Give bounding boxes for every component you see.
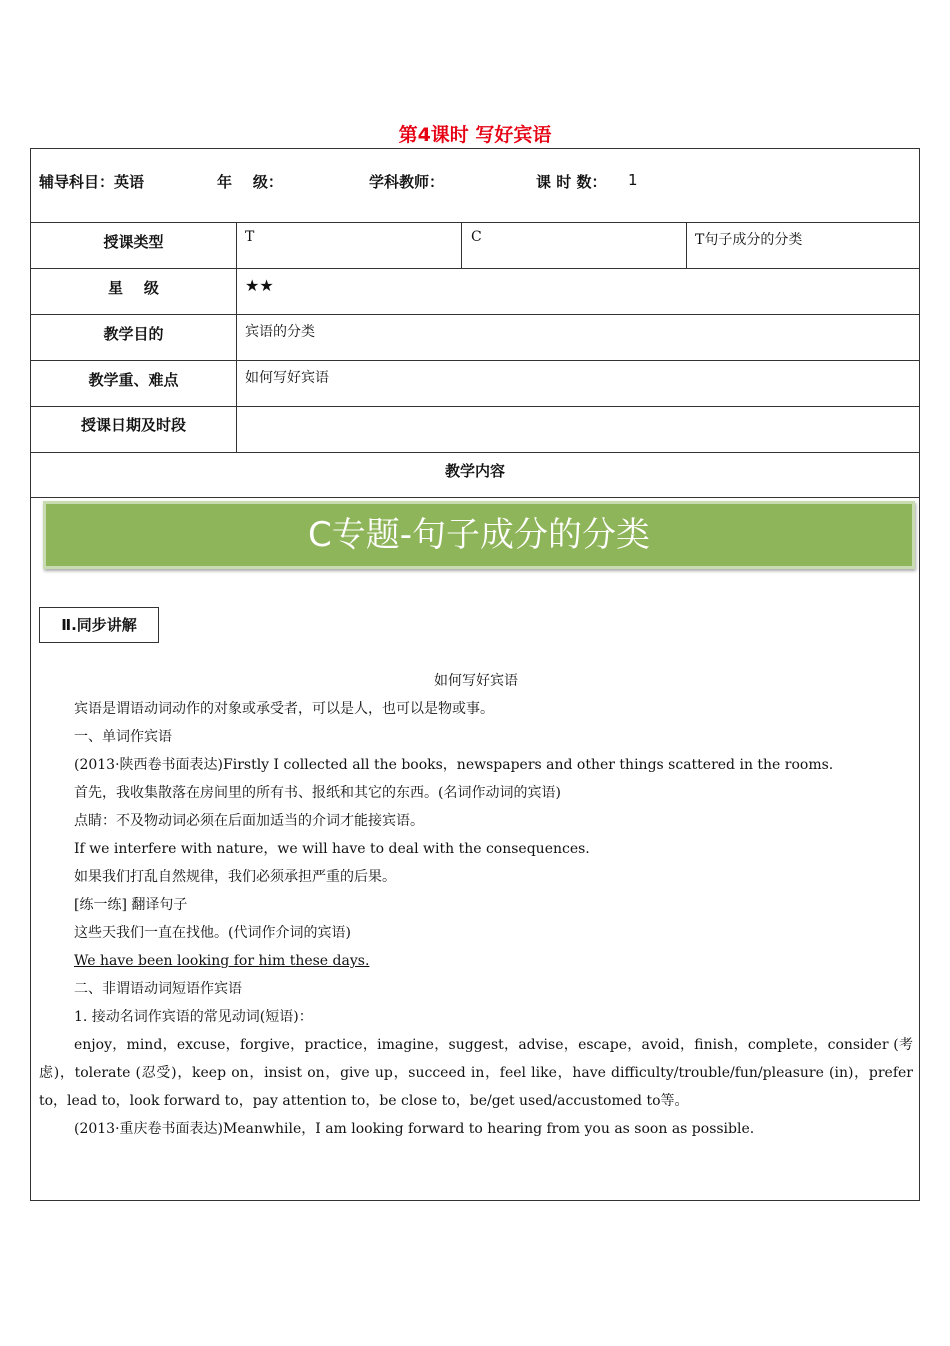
- divider: [31, 222, 919, 223]
- divider: [31, 452, 919, 453]
- hours-label: 课 时 数：: [536, 173, 607, 191]
- divider: [461, 222, 462, 268]
- divider: [31, 268, 919, 269]
- grade-label: 年 级：: [217, 173, 283, 191]
- topic-banner: C专题-句子成分的分类: [43, 501, 915, 569]
- practice-label: [练一练] 翻译句子: [74, 897, 188, 913]
- part1-title: 一、单词作宾语: [74, 729, 172, 745]
- content-header: 教学内容: [444, 462, 505, 480]
- divider: [31, 406, 919, 407]
- example-sentence-2: If we interfere with nature，we will have to deal with the consequences.: [74, 841, 590, 857]
- focus-value: 如何写好宾语: [245, 370, 329, 386]
- verb-list: enjoy，mind，excuse，forgive，practice，imagine，suggest，advise，escape，avoid，finish，complete，consider (考虑)，tolerate (忍受)，keep on，insist on，give up，succeed in，feel like，have difficulty/trouble/fun/pleasure (in)，prefer to，lead to，look forward to，pay attention to，be close to，be/get used/accustomed to等。: [39, 1037, 913, 1109]
- divider: [686, 222, 687, 268]
- tip-text: 点睛：不及物动词必须在后面加适当的介词才能接宾语。: [74, 813, 424, 829]
- practice-answer: We have been looking for him these days.: [74, 953, 370, 969]
- lesson-body: [39, 667, 913, 1143]
- point-1: 1. 接动名词作宾语的常见动词(短语)：: [74, 1009, 313, 1025]
- type-cell-3: T句子成分的分类: [695, 232, 803, 248]
- row-label-date: 授课日期及时段: [80, 416, 186, 434]
- type-cell-2: C: [471, 229, 482, 245]
- hours-value: 1: [628, 171, 638, 189]
- lesson-plan-table: [30, 148, 920, 1201]
- translation-2: 如果我们打乱自然规律，我们必须承担严重的后果。: [74, 869, 396, 885]
- body-heading: 如何写好宾语: [434, 673, 518, 689]
- practice-answer-line: [39, 947, 913, 975]
- section-label: Ⅱ.同步讲解: [39, 607, 159, 643]
- divider: [31, 360, 919, 361]
- star-rating: ★★: [245, 276, 274, 295]
- practice-question: 这些天我们一直在找他。(代词作介词的宾语): [74, 925, 351, 941]
- translation-1: 首先，我收集散落在房间里的所有书、报纸和其它的东西。(名词作动词的宾语): [74, 785, 561, 801]
- intro-text: 宾语是谓语动词动作的对象或承受者，可以是人，也可以是物或事。: [74, 701, 494, 717]
- divider: [31, 314, 919, 315]
- subject-label: 辅导科目：英语: [39, 173, 145, 191]
- page-title: 第4课时 写好宾语: [398, 124, 552, 146]
- part2-title: 二、非谓语动词短语作宾语: [74, 981, 242, 997]
- row-label-goal: 教学目的: [103, 325, 164, 343]
- row-label-level: 星 级: [108, 279, 159, 297]
- row-label-focus: 教学重、难点: [88, 371, 179, 389]
- divider: [236, 222, 237, 452]
- goal-value: 宾语的分类: [245, 324, 315, 340]
- teacher-label: 学科教师：: [369, 173, 445, 191]
- row-label-type: 授课类型: [103, 233, 164, 251]
- divider: [31, 497, 919, 498]
- example-sentence-3: (2013·重庆卷书面表达)Meanwhile，I am looking forward to hearing from you as soon as possible.: [74, 1121, 755, 1137]
- type-cell-1: T: [245, 229, 255, 245]
- example-sentence-1: (2013·陕西卷书面表达)Firstly I collected all the books，newspapers and other things scattered in the rooms.: [74, 757, 834, 773]
